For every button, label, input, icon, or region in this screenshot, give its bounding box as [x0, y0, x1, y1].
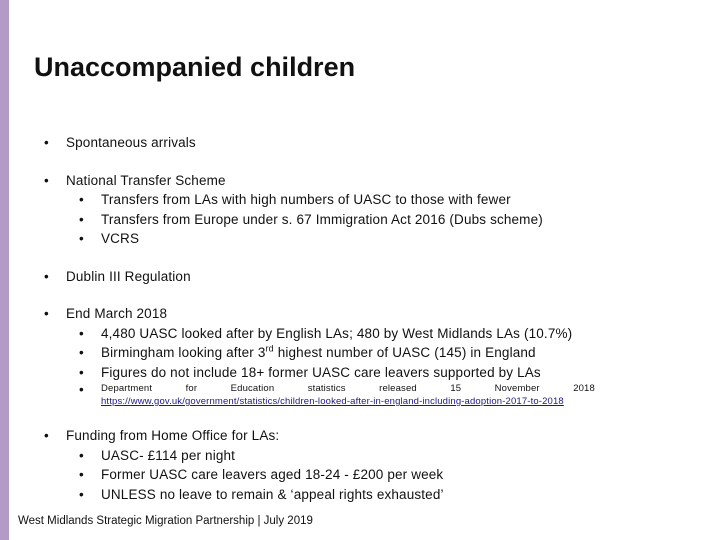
bullet-icon: • — [79, 231, 84, 246]
bullet-icon: • — [79, 211, 84, 227]
bullet-icon: • — [79, 325, 84, 341]
bullet-icon: • — [44, 135, 49, 150]
bullet-icon: • — [79, 345, 84, 360]
bullet-icon: • — [79, 382, 84, 397]
source-word: statistics — [307, 383, 346, 394]
sub-bullet-text-post: highest number of UASC (145) in England — [273, 345, 536, 360]
bullet-list — [44, 133, 604, 522]
bullet-icon: • — [44, 306, 49, 321]
sub-bullet-care-leavers-rate — [44, 465, 604, 485]
source-word: 15 — [450, 383, 462, 394]
section-end-march — [44, 304, 604, 408]
sub-bullet-birmingham — [44, 343, 604, 363]
sub-bullet-text-pre: Birmingham looking after 3 — [101, 345, 266, 360]
source-word: released — [379, 383, 417, 394]
source-link[interactable]: https://www.gov.uk/government/statistics/children-looked-after-in-england-including-adoption-2017-to-2018 — [101, 396, 564, 407]
sub-bullet-text: 4,480 UASC looked after by English LAs; 480 by West Midlands LAs (10.7%) — [101, 325, 573, 341]
sub-bullet-source — [44, 382, 604, 408]
source-word: 2018 — [573, 383, 595, 394]
bullet-end-march-2018 — [44, 304, 604, 324]
sub-bullet-text: Former UASC care leavers aged 18-24 - £200 per week — [101, 467, 444, 482]
bullet-icon: • — [79, 364, 84, 380]
bullet-icon: • — [79, 447, 84, 463]
bullet-icon: • — [79, 467, 84, 482]
slide-title: Unaccompanied children — [34, 52, 356, 82]
superscript-rd: rd — [265, 343, 274, 354]
sub-bullet-vcrs — [44, 229, 604, 249]
bullet-text: Spontaneous arrivals — [66, 135, 196, 150]
left-accent-bar — [0, 0, 9, 540]
source-word: for — [185, 383, 198, 394]
sub-bullet-transfers-europe — [44, 210, 604, 230]
bullet-spontaneous-arrivals — [44, 133, 604, 153]
sub-bullet-unless — [44, 485, 604, 505]
bullet-dublin-regulation — [44, 267, 604, 287]
bullet-text: Funding from Home Office for LAs: — [66, 428, 280, 443]
sub-bullet-text: VCRS — [101, 231, 140, 246]
section-nts — [44, 171, 604, 249]
bullet-text: National Transfer Scheme — [66, 172, 226, 188]
bullet-text: End March 2018 — [66, 306, 168, 321]
section-funding — [44, 426, 604, 504]
sub-bullet-text: Transfers from Europe under s. 67 Immigration Act 2016 (Dubs scheme) — [101, 211, 543, 227]
slide-footer: West Midlands Strategic Migration Partnership | July 2019 — [18, 515, 313, 527]
sub-bullet-transfers-las — [44, 190, 604, 210]
source-word: November — [494, 383, 540, 394]
sub-bullet-figures-note — [44, 363, 604, 383]
source-word: Education — [230, 383, 275, 394]
bullet-funding — [44, 426, 604, 446]
bullet-icon: • — [44, 268, 49, 284]
bullet-national-transfer-scheme — [44, 171, 604, 191]
section-dublin — [44, 267, 604, 287]
sub-bullet-uasc-rate — [44, 446, 604, 466]
sub-bullet-text: UNLESS no leave to remain & ‘appeal rights exhausted’ — [101, 486, 444, 502]
bullet-icon: • — [44, 172, 49, 188]
section-spontaneous — [44, 133, 604, 153]
sub-bullet-text: Transfers from LAs with high numbers of UASC to those with fewer — [101, 192, 511, 207]
bullet-icon: • — [44, 428, 49, 443]
bullet-icon: • — [79, 192, 84, 207]
sub-bullet-text: UASC- £114 per night — [101, 447, 236, 463]
sub-bullet-text: Figures do not include 18+ former UASC care leavers supported by LAs — [101, 364, 541, 380]
bullet-text: Dublin III Regulation — [66, 268, 191, 284]
source-citation — [101, 382, 595, 395]
bullet-icon: • — [79, 486, 84, 502]
sub-bullet-uasc-count — [44, 324, 604, 344]
source-word: Department — [101, 383, 153, 394]
